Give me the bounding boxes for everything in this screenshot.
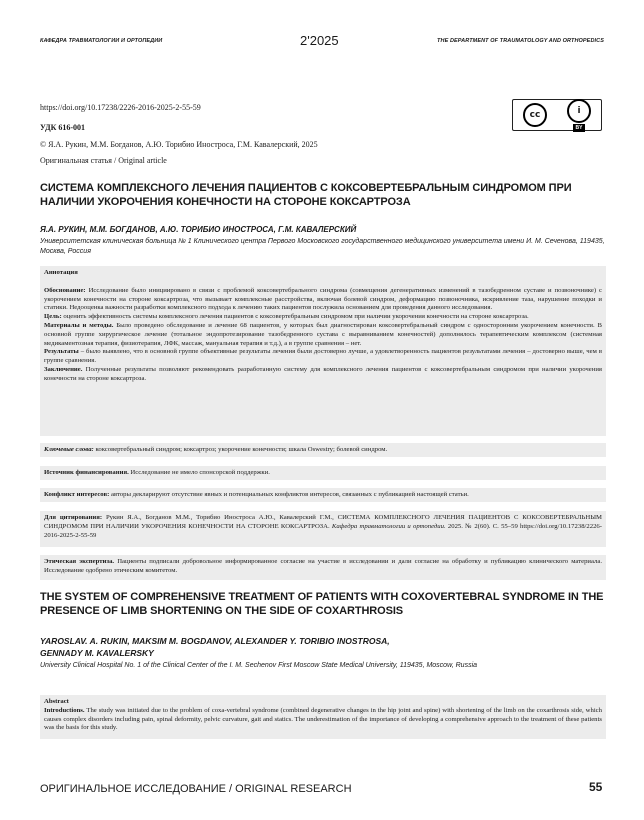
section-text: – было выявлено, что в основной группе объективные результаты лечения были достоверно лучше, а удовлетворенность пациентов результатами лечения – достоверно выше, чем в группе сравнения. xyxy=(44,348,602,365)
abstract-box-en xyxy=(40,695,606,739)
section-label: Обоснование: xyxy=(44,286,86,294)
ethics-label: Этическая экспертиза. xyxy=(44,558,115,565)
section-label: Заключение. xyxy=(44,365,83,373)
funding-text: Исследование не имело спонсорской поддержки. xyxy=(128,469,270,476)
article-title-ru: СИСТЕМА КОМПЛЕКСНОГО ЛЕЧЕНИЯ ПАЦИЕНТОВ С КОКСОВЕРТЕБРАЛЬНЫМ СИНДРОМОМ ПРИ НАЛИЧИИ УКОРОЧЕНИЯ КОНЕЧНОСТИ НА СТОРОНЕ КОКСАРТРОЗА xyxy=(40,182,572,208)
section-text: Было проведено обследование и лечение 68 пациентов, у которых был диагностирован коксовертебральный синдром с односторонним укорочением конечности. В основной группе хирургическое лечение (тотальное эндопротезирование тазобедренного сустава с выравниванием конечностей) дополнялось терапевтическим комплексом (системная медикаментозная терапия, физиотерапия, ЛФК, массаж, мануальная терапия и т.д.), а в группе сравнения – нет. xyxy=(44,321,602,347)
abstract-section-conclusion xyxy=(44,366,602,384)
section-text: Исследование было инициировано в связи с проблемой коксовертебрального синдрома (совмещения дегенеративных изменений в тазобедренном суставе и позвоночнике) с укорочением конечности на стороне коксартроза, что вызывает комплексные расстройства, включая болевой синдром, деформацию позвоночника, искривление таза, нарушение походки и статики. Недооценка важности разработки комплексного подхода к лечению таких пациентов послужила основанием для проведения данного исследования. xyxy=(44,286,602,312)
doi-link[interactable]: https://doi.org/10.17238/2226-2016-2025-2-55-59 xyxy=(40,103,201,112)
by-label: BY xyxy=(573,124,586,132)
attribution-person-icon: i xyxy=(567,99,591,123)
citation-box xyxy=(40,511,606,547)
keywords-label: Ключевые слова: xyxy=(44,446,94,453)
section-label: Результаты xyxy=(44,348,79,356)
abstract-section-results xyxy=(44,348,602,366)
ethics-box xyxy=(40,555,606,580)
copyright-line: © Я.А. Рукин, М.М. Богданов, А.Ю. Торибио Иностроса, Г.М. Кавалерский, 2025 xyxy=(40,140,318,149)
section-text: оценить эффективность системы комплексного лечения пациентов с коксовертебральным синдромом при наличии укорочения конечности на стороне коксартроза. xyxy=(61,313,529,321)
abstract-section-methods xyxy=(44,322,602,348)
journal-name-ru: КАФЕДРА ТРАВМАТОЛОГИИ И ОРТОПЕДИИ xyxy=(40,38,163,44)
cc-by-license-badge[interactable] xyxy=(512,100,602,130)
section-footer: ОРИГИНАЛЬНОЕ ИССЛЕДОВАНИЕ / ORIGINAL RESEARCH xyxy=(40,783,352,795)
citation-text: Рукин Я.А., Богданов М.М., Торибио Иностроса А.Ю., Кавалерский Г.М., СИСТЕМА КОМПЛЕКСНОГО ЛЕЧЕНИЯ ПАЦИЕНТОВ С КОКСОВЕРТЕБРАЛЬНЫМ СИНДРОМОМ ПРИ НАЛИЧИИ УКОРОЧЕНИЯ КОНЕЧНОСТИ НА СТОРОНЕ КОКСАРТРОЗА. xyxy=(44,514,603,530)
article-title-en: THE SYSTEM OF COMPREHENSIVE TREATMENT OF PATIENTS WITH COXOVERTEBRAL SYNDROME IN THE PRESENCE OF LIMB SHORTENING ON THE SIDE OF COXARTHROSIS xyxy=(40,591,604,617)
funding-box xyxy=(40,466,606,480)
article-type: Оригинальная статья / Original article xyxy=(40,156,167,165)
citation-label: Для цитирования: xyxy=(44,514,103,521)
intro-text: The study was initiated due to the problem of coxa-vertebral syndrome (combined degenerative changes in the hip joint and spine) with shortening of the limb on the coxarthrosis side, which causes complex disorders including pain, spinal deformity, pelvic curvature, gait and statics. The underestimation of the importance of developing a comprehensive approach to the treatment of these patients was the basis for this study. xyxy=(44,706,602,732)
keywords-box xyxy=(40,443,606,457)
abstract-heading-en: Abstract xyxy=(44,698,69,705)
citation-journal: Кафедра травматологии и ортопедии. xyxy=(331,522,446,530)
conflict-text: авторы декларируют отсутствие явных и потенциальных конфликтов интересов, связанных с публикацией настоящей статьи. xyxy=(109,491,469,498)
keywords-text: коксовертебральный синдром; коксартроз; укорочение конечности; шкала Oswestry; болевой синдром. xyxy=(93,446,388,453)
abstract-intro-en xyxy=(44,707,602,733)
abstract-box-ru xyxy=(40,266,606,436)
intro-label: Introductions. xyxy=(44,706,85,714)
section-label: Материалы и методы. xyxy=(44,321,114,329)
cc-icon: cc xyxy=(523,103,547,127)
ethics-text: Пациенты подписали добровольное информированное согласие на участие в исследовании и дали согласие на обработку и публикацию клинического материала. Исследование одобрено этическим комитетом. xyxy=(44,558,602,574)
abstract-section-aim xyxy=(44,313,602,322)
page-number: 55 xyxy=(589,780,603,794)
section-label: Цель: xyxy=(44,313,62,321)
section-text: Полученные результаты позволяют рекомендовать разработанную систему для комплексного лечения пациентов с коксовертебральным синдромом при наличии укорочения конечности на стороне коксартроза. xyxy=(44,365,602,382)
abstract-heading-ru: Аннотация xyxy=(44,269,78,276)
udk-code: УДК 616-001 xyxy=(40,123,86,132)
funding-label: Источник финансирования. xyxy=(44,469,129,476)
authors-ru: Я.А. РУКИН, М.М. БОГДАНОВ, А.Ю. ТОРИБИО ИНОСТРОСА, Г.М. КАВАЛЕРСКИЙ xyxy=(40,225,357,234)
abstract-section-rationale xyxy=(44,287,602,313)
authors-en-line1: YAROSLAV. A. RUKIN, MAKSIM M. BOGDANOV, ALEXANDER Y. TORIBIO INOSTROSA, xyxy=(40,636,390,646)
citation-tail: 2025. № 2(60). С. 55–59 https://doi.org/10.17238/2226-2016-2025-2-55-59 xyxy=(44,522,602,539)
conflict-label: Конфликт интересов: xyxy=(44,491,110,498)
affiliation-ru: Университетская клиническая больница № 1 Клинического центра Первого Московского государственного медицинского университета имени И. М. Сеченова, 119435, Москва, Россия xyxy=(40,238,605,255)
authors-en-line2: GENNADY M. KAVALERSKY xyxy=(40,648,154,658)
conflict-box xyxy=(40,488,606,502)
issue-number: 2'2025 xyxy=(300,33,339,48)
journal-name-en: THE DEPARTMENT OF TRAUMATOLOGY AND ORTHOPEDICS xyxy=(437,38,604,44)
affiliation-en: University Clinical Hospital No. 1 of the Clinical Center of the I. M. Sechenov First Moscow State Medical University, 119435, Moscow, Russia xyxy=(40,662,478,669)
